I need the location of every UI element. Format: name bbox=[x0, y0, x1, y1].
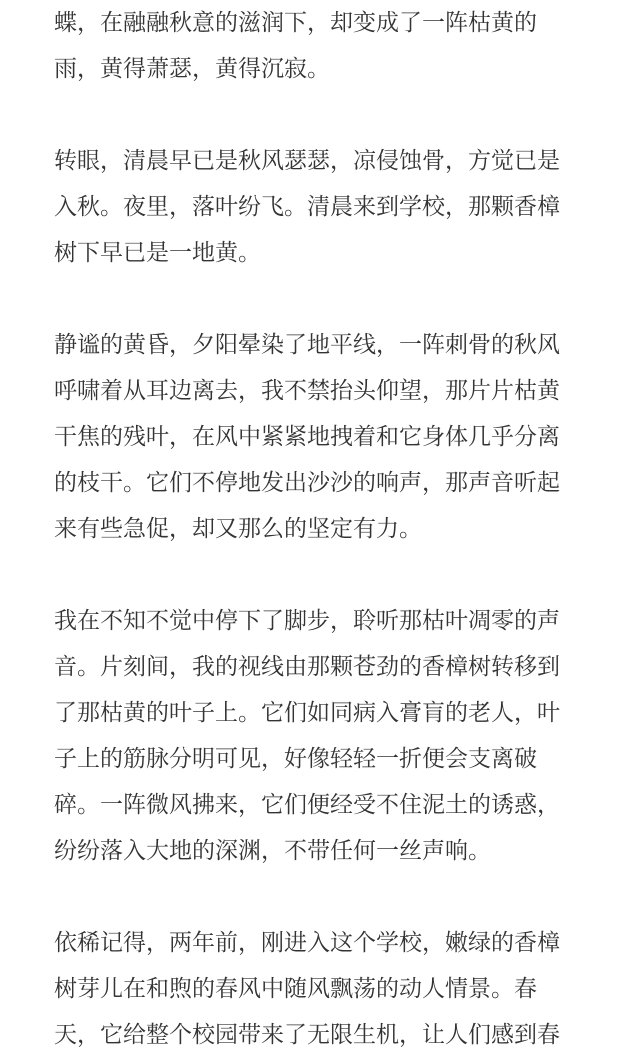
paragraph-gap bbox=[54, 92, 594, 138]
paragraph-line: 纷纷落入大地的深渊，不带任何一丝声响。 bbox=[54, 838, 491, 864]
paragraph-line: 蝶，在融融秋意的滋润下，却变成了一阵枯黄的 bbox=[54, 10, 537, 36]
paragraph-line: 雨，黄得萧瑟，黄得沉寂。 bbox=[54, 56, 330, 82]
paragraph-line: 碎。一阵微风拂来，它们便经受不住泥土的诱惑， bbox=[54, 792, 560, 818]
paragraph-line: 转眼，清晨早已是秋风瑟瑟，凉侵蚀骨，方觉已是 bbox=[54, 148, 560, 174]
paragraph-line: 树芽儿在和煦的春风中随风飘荡的动人情景。春 bbox=[54, 976, 537, 1002]
paragraph-line: 干焦的残叶，在风中紧紧地拽着和它身体几乎分离 bbox=[54, 424, 560, 450]
paragraph-line: 子上的筋脉分明可见，好像轻轻一折便会支离破 bbox=[54, 746, 537, 772]
paragraph-line: 我在不知不觉中停下了脚步，聆听那枯叶凋零的声 bbox=[54, 608, 560, 634]
paragraph-line: 的枝干。它们不停地发出沙沙的响声，那声音听起 bbox=[54, 470, 560, 496]
paragraph-gap bbox=[54, 276, 594, 322]
paragraph-gap bbox=[54, 874, 594, 920]
paragraph-line: 静谧的黄昏，夕阳晕染了地平线，一阵刺骨的秋风 bbox=[54, 332, 560, 358]
paragraph-line: 呼啸着从耳边离去，我不禁抬头仰望，那片片枯黄 bbox=[54, 378, 560, 404]
article-body bbox=[54, 0, 594, 1058]
paragraph-line: 依稀记得，两年前，刚进入这个学校，嫩绿的香樟 bbox=[54, 930, 560, 956]
paragraph-line: 入秋。夜里，落叶纷飞。清晨来到学校，那颗香樟 bbox=[54, 194, 560, 220]
paragraph-line: 来有些急促，却又那么的坚定有力。 bbox=[54, 516, 422, 542]
paragraph-line: 天，它给整个校园带来了无限生机，让人们感到春 bbox=[54, 1022, 560, 1048]
paragraph-line: 树下早已是一地黄。 bbox=[54, 240, 261, 266]
paragraph-line: 音。片刻间，我的视线由那颗苍劲的香樟树转移到 bbox=[54, 654, 560, 680]
paragraph-gap bbox=[54, 552, 594, 598]
paragraph-line: 了那枯黄的叶子上。它们如同病入膏肓的老人，叶 bbox=[54, 700, 560, 726]
